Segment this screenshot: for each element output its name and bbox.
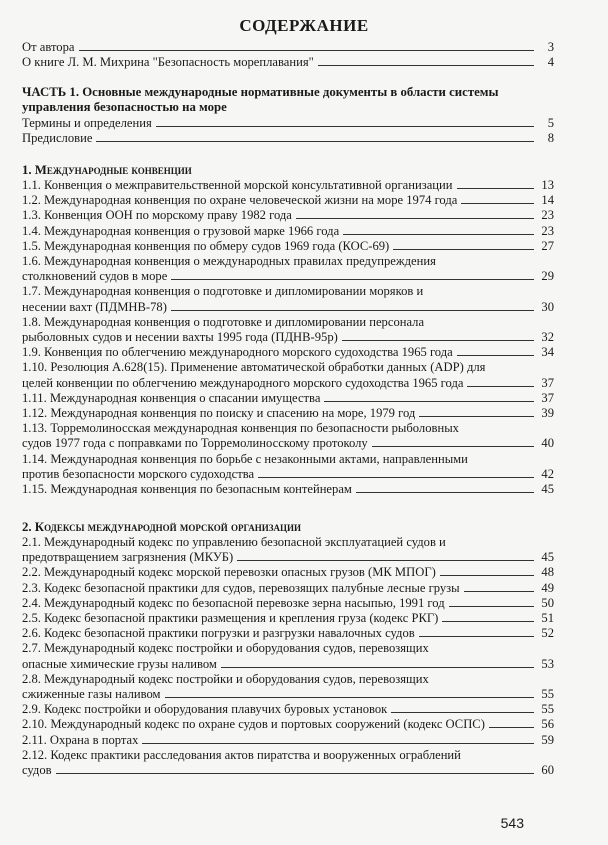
leader-line	[391, 702, 534, 713]
toc-entry	[22, 421, 554, 451]
toc-entry-line	[22, 565, 554, 580]
toc-entry-page: 23	[541, 208, 554, 223]
toc-entry-page: 5	[547, 116, 554, 130]
leader-line	[449, 596, 534, 607]
leader-line	[56, 763, 534, 774]
toc-entry-line	[22, 131, 554, 146]
toc-entry-text: 2.10. Международный кодекс по охране судов и портовых сооружений (кодекс ОСПС)	[22, 717, 485, 732]
leader-line	[457, 178, 534, 189]
toc-entry-page: 55	[541, 687, 554, 702]
toc-entry-line	[22, 345, 554, 360]
toc-entry	[22, 360, 554, 390]
toc-entry	[22, 284, 554, 314]
leader-line	[318, 55, 534, 66]
page-number: 543	[500, 815, 524, 831]
toc-entry-text: столкновений судов в море	[22, 269, 168, 284]
toc-entry-text: 2.4. Международный кодекс по безопасной перевозке зерна насыпью, 1991 год	[22, 595, 445, 610]
toc-entry-page: 42	[541, 466, 554, 481]
page-title: СОДЕРЖАНИЕ	[239, 16, 369, 35]
toc-entry-line	[22, 116, 554, 131]
leader-line	[461, 193, 534, 204]
toc-entry-page: 13	[541, 178, 554, 192]
toc-entry-line	[22, 55, 554, 70]
part1-heading	[22, 85, 554, 115]
toc-entry-line	[22, 733, 554, 748]
toc-entry	[22, 672, 554, 702]
toc-entry-text: 2.3. Кодекс безопасной практики для судов, перевозящих палубные лесные грузы	[22, 580, 460, 595]
toc-entry-text: 1.5. Международная конвенция по обмеру судов 1969 года (КОС-69)	[22, 238, 390, 253]
toc-entry-text: 2.2. Международный кодекс морской перевозки опасных грузов (МК МПОГ)	[22, 565, 436, 580]
leader-line	[258, 467, 534, 478]
section1-heading-block	[22, 163, 554, 178]
toc-entry-page: 4	[547, 55, 554, 70]
toc-entry-text: 1.6. Международная конвенция о международных правилах предупреждения	[22, 254, 436, 269]
leader-line	[142, 733, 534, 744]
toc-entry-text: О книге Л. М. Михрина "Безопасность мореплавания"	[22, 55, 314, 70]
section2-heading: 2. Кодексы международной морской организации	[22, 520, 301, 534]
toc-entry	[22, 131, 554, 146]
toc-entry-line	[22, 40, 554, 55]
toc-entry-text: 1.3. Конвенция ООН по морскому праву 1982 года	[22, 208, 292, 223]
toc-entry-text: 2.11. Охрана в портах	[22, 732, 139, 747]
toc-entry-page: 49	[541, 580, 554, 595]
toc-entry	[22, 178, 554, 193]
toc-entry-text: 2.1. Международный кодекс по управлению безопасной эксплуатацией судов и	[22, 535, 446, 549]
section1-items	[22, 178, 554, 497]
part1-items	[22, 116, 554, 146]
toc-entry-page: 48	[541, 565, 554, 580]
leader-line	[440, 565, 534, 576]
toc-entry-line	[22, 581, 554, 596]
leader-line	[171, 300, 534, 311]
toc-entry	[22, 581, 554, 596]
toc-entry-text: 2.5. Кодекс безопасной практики размещения и крепления груза (кодекс РКГ)	[22, 611, 439, 626]
toc-entry-text: рыболовных судов и несении вахты 1995 года (ПДНВ-95р)	[22, 330, 338, 345]
toc-entry-line	[22, 626, 554, 641]
leader-line	[343, 224, 534, 235]
toc-entry-page: 37	[541, 390, 554, 405]
front-matter	[22, 40, 554, 70]
leader-line	[457, 345, 534, 356]
toc-entry	[22, 748, 554, 778]
toc-entry-page: 40	[541, 436, 554, 451]
toc-entry-page: 45	[541, 482, 554, 497]
toc-entry	[22, 391, 554, 406]
leader-line	[165, 687, 534, 698]
part1-heading-line1: ЧАСТЬ 1. Основные международные нормативные документы в области системы	[22, 85, 499, 99]
section2-heading-block	[22, 520, 554, 535]
toc-entry-text: 1.7. Международная конвенция о подготовке и дипломировании моряков и	[22, 284, 424, 299]
toc-entry	[22, 406, 554, 421]
toc-entry-line	[22, 467, 554, 482]
toc-entry-page: 59	[541, 732, 554, 747]
leader-line	[237, 550, 534, 561]
toc-entry-text: 1.2. Международная конвенция по охране человеческой жизни на море 1974 года	[22, 193, 458, 208]
toc-entry-text: целей конвенции по облегчению международного морского судоходства 1965 года	[22, 375, 464, 390]
toc-entry-page: 60	[541, 763, 554, 778]
toc-entry	[22, 565, 554, 580]
toc-entry-page: 52	[541, 626, 554, 641]
toc-entry	[22, 717, 554, 732]
toc-entry-line	[22, 550, 554, 565]
toc-entry-text: предотвращением загрязнения (МКУБ)	[22, 550, 234, 565]
toc-entry	[22, 733, 554, 748]
toc-entry-line	[22, 208, 554, 223]
toc-entry-text: Термины и определения	[22, 116, 152, 130]
toc-entry-page: 51	[541, 611, 554, 626]
toc-entry-page: 37	[541, 375, 554, 390]
toc-entry	[22, 641, 554, 671]
toc-entry-line	[22, 330, 554, 345]
toc-entry-line	[22, 269, 554, 284]
leader-line	[467, 376, 534, 387]
toc-entry-page: 55	[541, 702, 554, 717]
toc-entry-line	[22, 406, 554, 421]
toc-entry-text: 2.6. Кодекс безопасной практики погрузки и разгрузки навалочных судов	[22, 626, 415, 641]
toc-entry-text: против безопасности морского судоходства	[22, 466, 255, 481]
leader-line	[489, 717, 534, 728]
section2-items	[22, 535, 554, 778]
toc-entry	[22, 315, 554, 345]
toc-entry-line	[22, 657, 554, 672]
toc-entry-page: 29	[541, 269, 554, 284]
leader-line	[171, 269, 534, 280]
toc-entry-line	[22, 391, 554, 406]
toc-entry-page: 30	[541, 299, 554, 314]
toc-entry	[22, 535, 554, 565]
toc-entry-text: 1.1. Конвенция о межправительственной морской консультативной организации	[22, 178, 453, 192]
toc-entry-page: 39	[541, 406, 554, 421]
toc-entry	[22, 116, 554, 131]
toc-entry-line	[22, 596, 554, 611]
toc-entry-text: сжиженные газы наливом	[22, 687, 161, 702]
leader-line	[393, 239, 534, 250]
toc-entry-text: 2.12. Кодекс практики расследования актов пиратства и вооруженных ограблений	[22, 747, 461, 762]
toc-entry	[22, 452, 554, 482]
toc-entry-line	[22, 239, 554, 254]
toc-entry-page: 23	[541, 223, 554, 238]
toc-entry-line	[22, 300, 554, 315]
toc-entry	[22, 193, 554, 208]
toc-entry-text: 1.9. Конвенция по облегчению международного морского судоходства 1965 года	[22, 345, 453, 360]
toc-entry-text: 1.10. Резолюция А.628(15). Применение автоматической обработки данных (ADP) для	[22, 360, 486, 375]
leader-line	[464, 581, 534, 592]
leader-line	[356, 482, 534, 493]
toc-entry-page: 8	[547, 131, 554, 146]
toc-entry-text: 1.11. Международная конвенция о спасании имущества	[22, 390, 321, 405]
toc-entry-line	[22, 687, 554, 702]
toc-entry-page: 53	[541, 656, 554, 671]
toc-entry-page: 50	[541, 595, 554, 610]
toc-entry-text: 1.8. Международная конвенция о подготовке и дипломировании персонала	[22, 314, 425, 329]
leader-line	[79, 40, 535, 51]
toc-entry-text: Предисловие	[22, 131, 93, 146]
leader-line	[372, 436, 534, 447]
toc-entry-line	[22, 436, 554, 451]
leader-line	[296, 208, 534, 219]
toc-entry-text: 2.9. Кодекс постройки и оборудования плавучих буровых установок	[22, 702, 388, 717]
toc-entry	[22, 55, 554, 70]
toc-entry	[22, 596, 554, 611]
toc-entry-line	[22, 193, 554, 208]
toc-entry-text: 2.8. Международный кодекс постройки и оборудования судов, перевозящих	[22, 671, 429, 686]
toc-entry	[22, 345, 554, 360]
toc-entry	[22, 40, 554, 55]
leader-line	[156, 116, 534, 127]
leader-line	[419, 626, 534, 637]
toc-entry-line	[22, 376, 554, 391]
toc-entry-page: 32	[541, 330, 554, 345]
leader-line	[324, 391, 534, 402]
toc-entry-line	[22, 611, 554, 626]
toc-entry-page: 3	[547, 40, 554, 54]
toc-entry	[22, 239, 554, 254]
toc-entry	[22, 611, 554, 626]
toc-entry-text: 1.14. Международная конвенция по борьбе с незаконными актами, направленными	[22, 451, 468, 466]
toc-entry-text: 1.13. Торремолиносская международная конвенция по безопасности рыболовных	[22, 421, 459, 436]
leader-line	[96, 131, 534, 142]
toc-entry-line	[22, 178, 554, 193]
toc-entry-text: несении вахт (ПДМНВ-78)	[22, 299, 167, 314]
toc-entry-line	[22, 763, 554, 778]
toc-entry	[22, 208, 554, 223]
toc-entry-page: 14	[541, 193, 554, 208]
toc-entry-line	[22, 702, 554, 717]
toc-entry-text: 1.4. Международная конвенция о грузовой марке 1966 года	[22, 223, 340, 238]
toc-entry-text: судов	[22, 763, 52, 778]
toc-entry	[22, 626, 554, 641]
toc-entry-line	[22, 482, 554, 497]
toc-entry-text: судов 1977 года с поправками по Торремолиносскому протоколу	[22, 436, 368, 451]
toc-entry-text: 2.7. Международный кодекс постройки и оборудования судов, перевозящих	[22, 641, 429, 656]
toc-entry-page: 34	[541, 345, 554, 360]
leader-line	[442, 611, 534, 622]
toc-entry-text: 1.15. Международная конвенция по безопасным контейнерам	[22, 482, 352, 497]
leader-line	[221, 657, 534, 668]
section1-heading: 1. Международные конвенции	[22, 163, 192, 177]
toc-entry-text: От автора	[22, 40, 75, 54]
toc-entry-page: 56	[541, 717, 554, 732]
part1-heading-line2: управления безопасностью на море	[22, 100, 227, 114]
toc-entry-text: 1.12. Международная конвенция по поиску и спасению на море, 1979 год	[22, 406, 416, 421]
toc-entry-page: 27	[541, 238, 554, 253]
leader-line	[419, 406, 534, 417]
toc-entry	[22, 224, 554, 239]
leader-line	[342, 330, 534, 341]
toc-entry-page: 45	[541, 550, 554, 565]
toc-entry	[22, 482, 554, 497]
toc-entry-text: опасные химические грузы наливом	[22, 656, 217, 671]
toc-entry	[22, 702, 554, 717]
toc-entry	[22, 254, 554, 284]
toc-entry-line	[22, 224, 554, 239]
toc-entry-line	[22, 717, 554, 732]
